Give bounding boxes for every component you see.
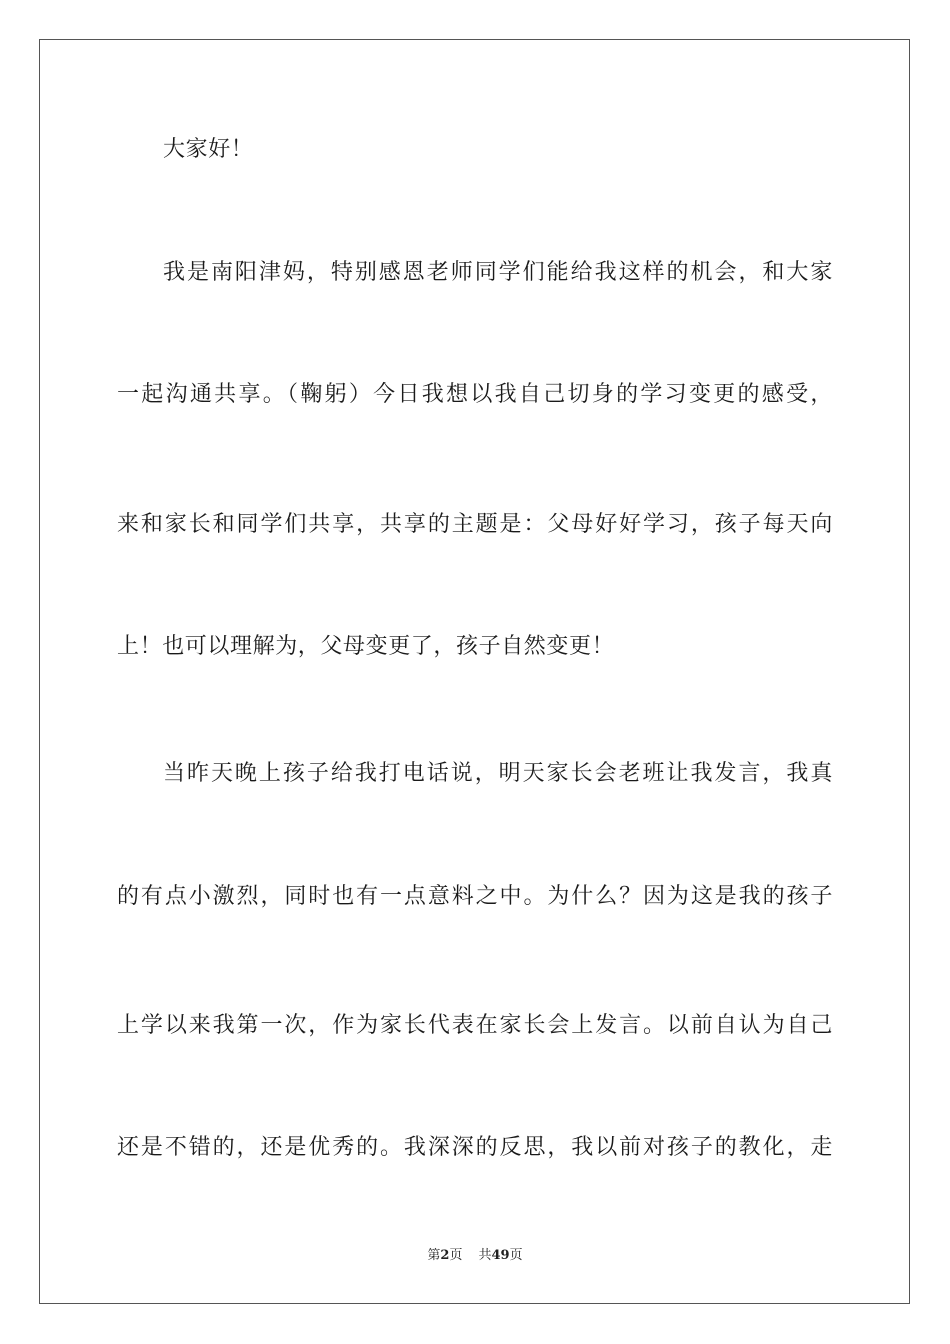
greeting-line: 大家好！ xyxy=(163,137,254,162)
page-prefix: 第 xyxy=(427,1248,441,1263)
paragraph-1-line-4: 上！也可以理解为，父母变更了，孩子自然变更！ xyxy=(117,634,615,659)
total-suffix: 页 xyxy=(509,1248,523,1263)
page-border xyxy=(39,39,910,1304)
paragraph-1-line-3: 来和家长和同学们共享，共享的主题是：父母好好学习，孩子每天向 xyxy=(117,512,833,537)
paragraph-2-line-3: 上学以来我第一次，作为家长代表在家长会上发言。以前自认为自己 xyxy=(117,1013,833,1038)
paragraph-2-line-1: 当昨天晚上孩子给我打电话说，明天家长会老班让我发言，我真 xyxy=(163,761,833,786)
paragraph-2-line-2: 的有点小激烈，同时也有一点意料之中。为什么？因为这是我的孩子 xyxy=(117,884,833,909)
paragraph-1-line-2: 一起沟通共享。（鞠躬）今日我想以我自己切身的学习变更的感受， xyxy=(117,382,833,407)
paragraph-1-line-1: 我是南阳津妈，特别感恩老师同学们能给我这样的机会，和大家 xyxy=(163,260,833,285)
total-prefix: 共 xyxy=(478,1248,492,1263)
page-footer xyxy=(0,1247,950,1265)
page-total: 49 xyxy=(491,1248,510,1263)
page-suffix: 页 xyxy=(449,1248,463,1263)
page-current: 2 xyxy=(440,1248,450,1263)
paragraph-2-line-4: 还是不错的，还是优秀的。我深深的反思，我以前对孩子的教化，走 xyxy=(117,1135,833,1160)
